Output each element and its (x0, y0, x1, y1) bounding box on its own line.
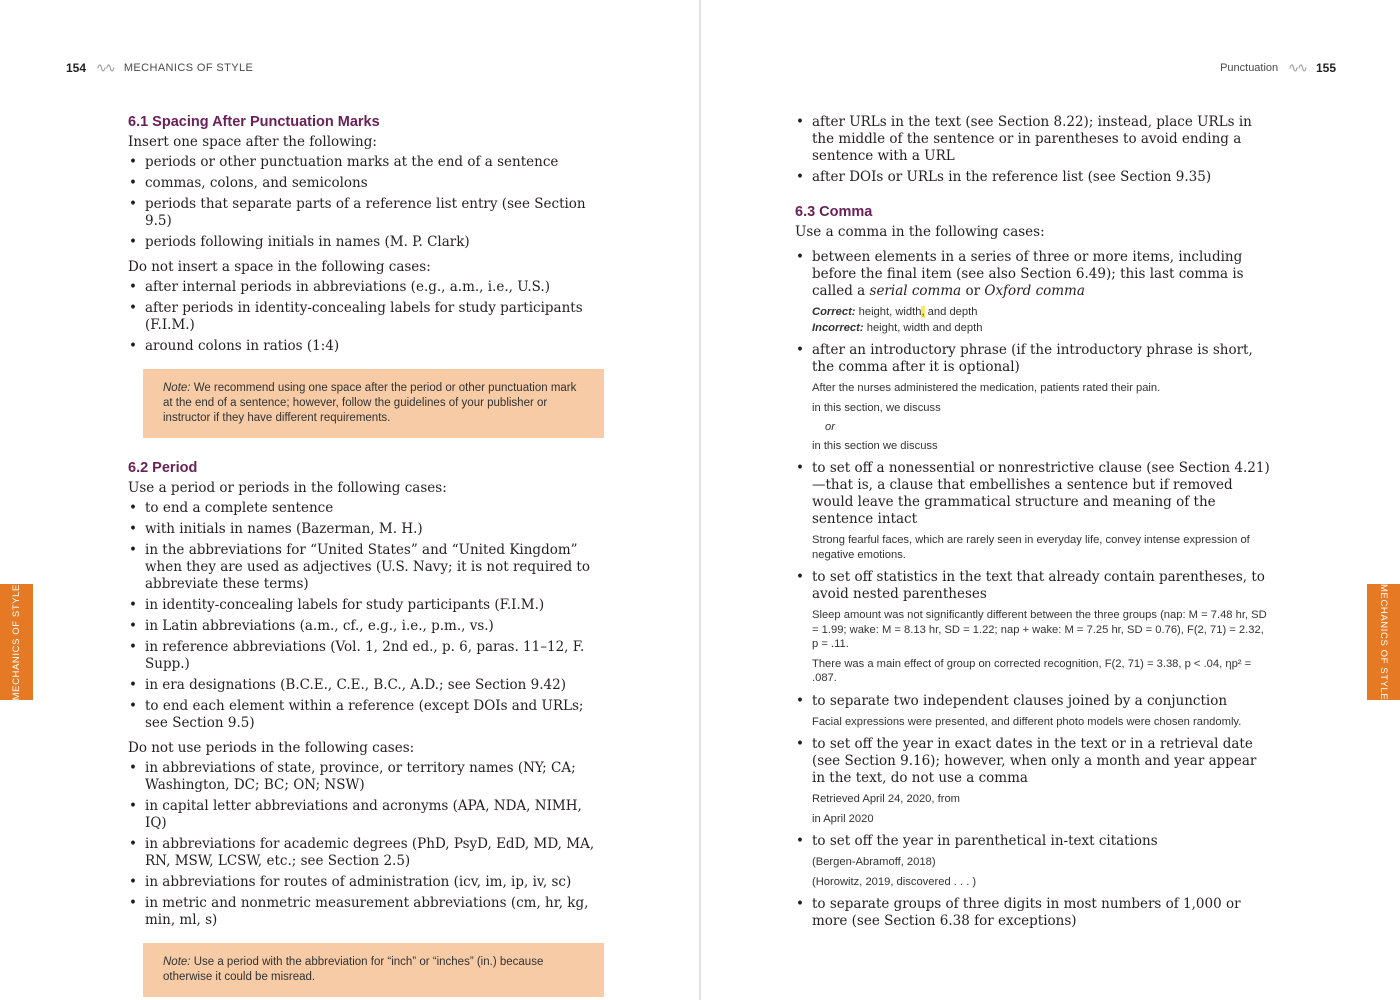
section-heading-6-2: 6.2 Period (128, 460, 198, 476)
item-text: to separate groups of three digits in most numbers of 1,000 or more (see Section 6.38 for exceptions) (812, 896, 1241, 929)
page-number: 154 (66, 61, 87, 75)
right-column (795, 114, 1272, 938)
list-item (795, 693, 1272, 730)
list-item: • in the abbreviations for “United States” and “United Kingdom” when they are used as adjectives (U.S. Navy; it is not required to abbreviate these terms) (128, 542, 606, 593)
list-item: • in abbreviations for academic degrees (PhD, PsyD, EdD, MD, MA, RN, MSW, LCSW, etc.; see Section 2.5) (128, 836, 606, 870)
section-intro: Do not insert a space in the following cases: (128, 259, 431, 275)
chapter-tab-label: MECHANICS OF STYLE (1378, 583, 1389, 701)
page-number: 155 (1315, 61, 1336, 75)
item-text: to set off the year in exact dates in the text or in a retrieval date (see Section 9.16); however, when only a month and year appear in the text, do not use a comma (812, 736, 1257, 786)
left-page (0, 0, 699, 1000)
example: Facial expressions were presented, and different photo models were chosen randomly. (812, 715, 1242, 728)
list-item: • commas, colons, and semicolons (128, 175, 606, 192)
example: There was a main effect of group on corrected recognition, F(2, 71) = 3.38, p < .04, ηp² = .087. (812, 657, 1252, 684)
section-heading-6-1: 6.1 Spacing After Punctuation Marks (128, 114, 380, 130)
list-item: • in metric and nonmetric measurement abbreviations (cm, hr, kg, min, ml, s) (128, 895, 606, 929)
right-page (701, 0, 1400, 1000)
list-item (795, 249, 1272, 335)
item-text: to set off the year in parenthetical in-text citations (812, 833, 1158, 849)
list-item (795, 460, 1272, 562)
list-item: • after periods in identity-concealing labels for study participants (F.I.M.) (128, 300, 606, 334)
right-running-head (1220, 60, 1336, 76)
list-item: • after internal periods in abbreviations (e.g., a.m., i.e., U.S.) (128, 279, 606, 296)
list-item: • in reference abbreviations (Vol. 1, 2nd ed., p. 6, paras. 11–12, F. Supp.) (128, 639, 606, 673)
running-title: Punctuation (1220, 62, 1279, 74)
list-item: • in capital letter abbreviations and acronyms (APA, NDA, NIMH, IQ) (128, 798, 606, 832)
list-item: • after DOIs or URLs in the reference list (see Section 9.35) (795, 169, 1272, 186)
item-text: between elements in a series of three or more items, including before the final item (see also Section 6.49); this last comma is called a (812, 249, 1244, 299)
list-item: • to end a complete sentence (128, 500, 606, 517)
example: After the nurses administered the medication, patients rated their pain. (812, 382, 1161, 394)
example: (Bergen-Abramoff, 2018) (812, 856, 936, 868)
example: in this section we discuss (812, 439, 938, 452)
list-item: • periods that separate parts of a reference list entry (see Section 9.5) (128, 196, 606, 230)
item-text: to set off a nonessential or nonrestrictive clause (see Section 4.21)—that is, a clause that embellishes a sentence but if removed would leave the grammatical structure and meaning of the sentence intact (812, 460, 1270, 527)
note-label: Note: (163, 956, 191, 968)
list-item: • in abbreviations for routes of administration (icv, im, ip, iv, sc) (128, 874, 606, 891)
list-item (795, 896, 1272, 930)
example-or: or (825, 421, 835, 433)
note-box (143, 369, 604, 438)
bullet-list (128, 154, 606, 251)
chapter-tab-label: MECHANICS OF STYLE (11, 583, 22, 701)
left-running-head (66, 60, 253, 76)
section-intro: Do not use periods in the following cases: (128, 740, 415, 756)
list-item: • with initials in names (Bazerman, M. H.) (128, 521, 606, 538)
chapter-thumb-tab (0, 584, 33, 700)
list-item: • periods or other punctuation marks at the end of a sentence (128, 154, 606, 171)
example-label: Incorrect: (812, 321, 864, 334)
section-intro: Use a comma in the following cases: (795, 224, 1045, 240)
item-text: or (961, 283, 985, 299)
example-text: height, width and depth (863, 321, 983, 334)
note-label: Note: (163, 382, 191, 394)
example: in April 2020 (812, 812, 874, 825)
example-text: and depth (924, 306, 978, 318)
ornament-icon: ∿∿ (1288, 60, 1306, 75)
section-heading-6-3: 6.3 Comma (795, 204, 873, 220)
bullet-list (128, 500, 606, 732)
list-item: • to end each element within a reference (except DOIs and URLs; see Section 9.5) (128, 698, 606, 732)
bullet-list (795, 114, 1272, 186)
list-item: • in identity-concealing labels for study participants (F.I.M.) (128, 597, 606, 614)
example: in this section, we discuss (812, 401, 941, 414)
item-term: serial comma (869, 283, 962, 299)
list-item: • after URLs in the text (see Section 8.22); instead, place URLs in the middle of the sentence or in parentheses to avoid ending a sentence with a URL (795, 114, 1272, 165)
highlighted-comma: , (921, 306, 925, 318)
list-item: • in abbreviations of state, province, or territory names (NY; CA; Washington, DC; BC; ON; NSW) (128, 760, 606, 794)
chapter-thumb-tab (1367, 584, 1400, 700)
example (812, 321, 1272, 336)
example: Retrieved April 24, 2020, from (812, 793, 960, 805)
section-intro: Insert one space after the following: (128, 134, 377, 150)
bullet-list (795, 249, 1272, 930)
example (812, 305, 1272, 320)
example: Sleep amount was not significantly different between the three groups (nap: M = 7.48 hr, SD = 1.99; wake: M = 8.13 hr, SD = 1.22; nap + wake: M = 7.25 hr, SD = 0.76), F(2, 71) = 2.32, p = .11. (812, 609, 1267, 650)
note-text: We recommend using one space after the period or other punctuation mark at the end of a sentence; however, follow the guidelines of your publisher or instructor if they have different requirements. (163, 382, 577, 424)
section-intro: Use a period or periods in the following cases: (128, 480, 447, 496)
list-item: • in era designations (B.C.E., C.E., B.C., A.D.; see Section 9.42) (128, 677, 606, 694)
note-text: Use a period with the abbreviation for “inch” or “inches” (in.) because otherwise it could be misread. (163, 956, 544, 983)
item-term: Oxford comma (984, 283, 1085, 299)
note-box (143, 943, 604, 997)
bullet-list (128, 760, 606, 929)
bullet-list (128, 279, 606, 355)
running-title: MECHANICS OF STYLE (123, 62, 254, 74)
ornament-icon: ∿∿ (96, 60, 114, 75)
item-text: to separate two independent clauses joined by a conjunction (812, 692, 1228, 709)
example-label: Correct: (812, 306, 856, 318)
example-text: height, width (855, 306, 922, 318)
left-column (128, 114, 606, 1000)
list-item: • around colons in ratios (1:4) (128, 338, 606, 355)
list-item: • in Latin abbreviations (a.m., cf., e.g., i.e., p.m., vs.) (128, 618, 606, 635)
list-item: • periods following initials in names (M. P. Clark) (128, 234, 606, 251)
list-item (795, 833, 1272, 889)
example: (Horowitz, 2019, discovered . . . ) (812, 875, 977, 888)
example: Strong fearful faces, which are rarely seen in everyday life, convey intense expression of negative emotions. (812, 534, 1250, 561)
list-item (795, 342, 1272, 453)
list-item (795, 569, 1272, 686)
item-text: to set off statistics in the text that already contain parentheses, to avoid nested parentheses (812, 569, 1265, 602)
item-text: after an introductory phrase (if the introductory phrase is short, the comma after it is optional) (812, 342, 1253, 375)
list-item (795, 736, 1272, 826)
